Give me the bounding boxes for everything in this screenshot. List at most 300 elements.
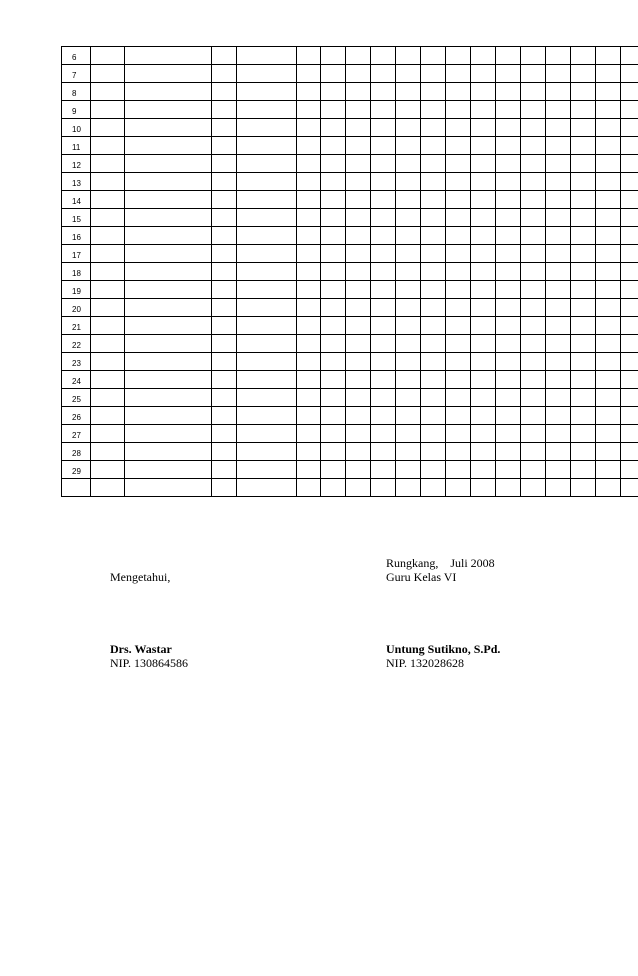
table-cell	[496, 173, 521, 191]
table-cell	[297, 65, 321, 83]
table-cell	[91, 461, 125, 479]
table-cell	[596, 173, 621, 191]
table-cell	[396, 335, 421, 353]
table-cell	[521, 245, 546, 263]
table-cell	[212, 425, 237, 443]
table-cell	[125, 245, 212, 263]
table-cell	[496, 443, 521, 461]
table-cell	[471, 191, 496, 209]
table-cell	[571, 83, 596, 101]
table-cell	[396, 407, 421, 425]
table-cell	[521, 83, 546, 101]
table-cell	[596, 353, 621, 371]
table-cell	[346, 281, 371, 299]
row-number-cell: 15	[62, 209, 91, 227]
row-number-cell: 6	[62, 47, 91, 65]
table-cell	[521, 407, 546, 425]
table-cell	[396, 245, 421, 263]
table-cell	[596, 245, 621, 263]
table-cell	[346, 119, 371, 137]
table-cell	[237, 479, 297, 497]
table-cell	[371, 371, 396, 389]
table-cell	[321, 245, 346, 263]
table-cell	[346, 47, 371, 65]
table-cell	[346, 245, 371, 263]
table-cell	[321, 173, 346, 191]
table-cell	[546, 65, 571, 83]
table-cell	[91, 173, 125, 191]
table-cell	[546, 425, 571, 443]
table-cell	[212, 317, 237, 335]
table-cell	[571, 101, 596, 119]
table-cell	[212, 47, 237, 65]
table-cell	[212, 245, 237, 263]
table-cell	[446, 317, 471, 335]
table-cell	[521, 65, 546, 83]
table-cell	[125, 443, 212, 461]
table-row	[62, 227, 638, 245]
table-cell	[321, 335, 346, 353]
table-cell	[521, 479, 546, 497]
table-cell	[91, 371, 125, 389]
table-cell	[621, 407, 638, 425]
table-cell	[321, 461, 346, 479]
table-cell	[321, 281, 346, 299]
table-cell	[446, 47, 471, 65]
table-cell	[521, 353, 546, 371]
table-cell	[421, 209, 446, 227]
table-cell	[421, 425, 446, 443]
table-cell	[297, 209, 321, 227]
table-cell	[421, 227, 446, 245]
table-cell	[546, 353, 571, 371]
table-cell	[91, 335, 125, 353]
headmaster-nip: NIP. 130864586	[110, 656, 189, 670]
table-cell	[546, 173, 571, 191]
table-cell	[421, 263, 446, 281]
table-cell	[421, 317, 446, 335]
table-cell	[471, 353, 496, 371]
table-cell	[621, 119, 638, 137]
table-row	[62, 317, 638, 335]
table-cell	[212, 155, 237, 173]
table-cell	[546, 119, 571, 137]
table-cell	[521, 191, 546, 209]
table-cell	[371, 65, 396, 83]
table-cell	[237, 83, 297, 101]
table-cell	[297, 173, 321, 191]
table-cell	[321, 263, 346, 281]
table-cell	[237, 371, 297, 389]
table-cell	[621, 299, 638, 317]
row-number-cell: 28	[62, 443, 91, 461]
table-cell	[421, 173, 446, 191]
table-cell	[346, 191, 371, 209]
table-cell	[596, 317, 621, 335]
table-cell	[371, 209, 396, 227]
table-cell	[321, 317, 346, 335]
table-cell	[346, 407, 371, 425]
table-cell	[91, 47, 125, 65]
table-cell	[125, 371, 212, 389]
table-cell	[237, 281, 297, 299]
table-cell	[596, 191, 621, 209]
table-cell	[546, 191, 571, 209]
table-cell	[237, 425, 297, 443]
table-cell	[125, 335, 212, 353]
table-cell	[371, 155, 396, 173]
table-cell	[521, 155, 546, 173]
table-cell	[297, 335, 321, 353]
table-cell	[446, 83, 471, 101]
table-cell	[446, 281, 471, 299]
table-cell	[446, 335, 471, 353]
table-cell	[621, 317, 638, 335]
table-cell	[212, 479, 237, 497]
table-cell	[521, 461, 546, 479]
table-cell	[371, 245, 396, 263]
row-number-cell: 11	[62, 137, 91, 155]
table-cell	[321, 389, 346, 407]
table-cell	[546, 83, 571, 101]
table-cell	[237, 317, 297, 335]
table-cell	[471, 65, 496, 83]
table-cell	[396, 119, 421, 137]
table-cell	[212, 101, 237, 119]
table-cell	[571, 119, 596, 137]
table-cell	[321, 83, 346, 101]
table-cell	[421, 101, 446, 119]
table-cell	[237, 443, 297, 461]
table-cell	[421, 137, 446, 155]
table-cell	[471, 335, 496, 353]
row-number-cell: 7	[62, 65, 91, 83]
table-cell	[621, 47, 638, 65]
table-cell	[546, 245, 571, 263]
table-cell	[125, 191, 212, 209]
table-cell	[521, 281, 546, 299]
table-cell	[125, 47, 212, 65]
table-cell	[546, 389, 571, 407]
table-row	[62, 83, 638, 101]
table-cell	[321, 119, 346, 137]
table-cell	[521, 137, 546, 155]
table-cell	[371, 191, 396, 209]
table-row	[62, 425, 638, 443]
table-cell	[446, 191, 471, 209]
table-cell	[125, 209, 212, 227]
table-cell	[125, 389, 212, 407]
table-cell	[91, 299, 125, 317]
table-cell	[621, 389, 638, 407]
table-cell	[396, 47, 421, 65]
table-cell	[91, 101, 125, 119]
table-cell	[212, 83, 237, 101]
place-date: Rungkang, Juli 2008	[386, 556, 495, 570]
table-cell	[346, 425, 371, 443]
table-row	[62, 389, 638, 407]
table-cell	[237, 191, 297, 209]
table-cell	[396, 101, 421, 119]
table-cell	[297, 371, 321, 389]
table-cell	[91, 191, 125, 209]
row-number-cell: 29	[62, 461, 91, 479]
table-cell	[621, 479, 638, 497]
table-cell	[496, 425, 521, 443]
table-cell	[596, 101, 621, 119]
table-cell	[212, 227, 237, 245]
table-cell	[91, 245, 125, 263]
table-cell	[346, 227, 371, 245]
table-cell	[521, 299, 546, 317]
table-cell	[297, 407, 321, 425]
table-cell	[297, 101, 321, 119]
table-cell	[321, 209, 346, 227]
table-cell	[446, 299, 471, 317]
headmaster-name: Drs. Wastar	[110, 642, 172, 656]
table-cell	[321, 407, 346, 425]
table-cell	[571, 65, 596, 83]
table-cell	[125, 317, 212, 335]
table-cell	[496, 155, 521, 173]
table-cell	[521, 443, 546, 461]
table-cell	[297, 443, 321, 461]
table-cell	[571, 191, 596, 209]
table-cell	[91, 317, 125, 335]
table-cell	[421, 461, 446, 479]
table-cell	[571, 209, 596, 227]
table-cell	[91, 443, 125, 461]
row-number-cell: 16	[62, 227, 91, 245]
table-cell	[446, 65, 471, 83]
table-cell	[297, 353, 321, 371]
table-cell	[446, 443, 471, 461]
table-cell	[496, 263, 521, 281]
table-cell	[421, 479, 446, 497]
table-cell	[297, 317, 321, 335]
table-cell	[421, 299, 446, 317]
table-cell	[571, 299, 596, 317]
table-cell	[346, 209, 371, 227]
table-cell	[346, 461, 371, 479]
table-cell	[596, 155, 621, 173]
table-cell	[496, 389, 521, 407]
table-cell	[212, 191, 237, 209]
table-cell	[446, 137, 471, 155]
table-cell	[91, 83, 125, 101]
table-cell	[346, 137, 371, 155]
table-cell	[91, 119, 125, 137]
table-cell	[91, 155, 125, 173]
table-row	[62, 155, 638, 173]
table-cell	[521, 209, 546, 227]
table-cell	[346, 317, 371, 335]
table-row	[62, 47, 638, 65]
table-cell	[521, 425, 546, 443]
table-cell	[297, 47, 321, 65]
table-cell	[571, 245, 596, 263]
table-cell	[125, 281, 212, 299]
table-cell	[125, 407, 212, 425]
table-cell	[91, 389, 125, 407]
table-cell	[297, 299, 321, 317]
table-cell	[297, 155, 321, 173]
table-cell	[471, 155, 496, 173]
table-cell	[471, 209, 496, 227]
table-cell	[446, 407, 471, 425]
row-number-cell: 27	[62, 425, 91, 443]
table-cell	[596, 281, 621, 299]
table-cell	[471, 371, 496, 389]
table-cell	[297, 425, 321, 443]
table-cell	[212, 371, 237, 389]
table-cell	[546, 47, 571, 65]
row-number-cell: 20	[62, 299, 91, 317]
table-cell	[571, 47, 596, 65]
table-cell	[596, 83, 621, 101]
table-cell	[421, 353, 446, 371]
table-cell	[396, 425, 421, 443]
acknowledge-label: Mengetahui,	[110, 570, 171, 584]
table-cell	[125, 353, 212, 371]
table-cell	[421, 245, 446, 263]
table-cell	[496, 353, 521, 371]
table-cell	[621, 101, 638, 119]
table-cell	[91, 263, 125, 281]
table-cell	[571, 461, 596, 479]
table-cell	[396, 317, 421, 335]
table-cell	[446, 227, 471, 245]
table-cell	[571, 479, 596, 497]
table-cell	[346, 389, 371, 407]
table-row	[62, 353, 638, 371]
table-cell	[396, 191, 421, 209]
table-cell	[371, 353, 396, 371]
row-number-cell: 22	[62, 335, 91, 353]
table-row	[62, 209, 638, 227]
table-cell	[125, 119, 212, 137]
table-cell	[596, 209, 621, 227]
row-number-cell: 8	[62, 83, 91, 101]
teacher-role: Guru Kelas VI	[386, 570, 457, 584]
table-cell	[396, 371, 421, 389]
table-cell	[546, 317, 571, 335]
table-row	[62, 191, 638, 209]
table-cell	[596, 371, 621, 389]
table-cell	[91, 353, 125, 371]
table-cell	[596, 65, 621, 83]
table-cell	[421, 119, 446, 137]
table-cell	[621, 281, 638, 299]
table-cell	[621, 245, 638, 263]
table-cell	[346, 371, 371, 389]
table-cell	[546, 407, 571, 425]
table-cell	[546, 371, 571, 389]
table-cell	[596, 335, 621, 353]
table-cell	[371, 83, 396, 101]
table-row	[62, 101, 638, 119]
table-cell	[421, 407, 446, 425]
table-cell	[621, 209, 638, 227]
table-cell	[91, 425, 125, 443]
table-cell	[496, 227, 521, 245]
table-cell	[496, 461, 521, 479]
table-cell	[571, 443, 596, 461]
table-cell	[496, 65, 521, 83]
table-cell	[471, 317, 496, 335]
table-cell	[237, 245, 297, 263]
table-cell	[91, 65, 125, 83]
table-cell	[571, 407, 596, 425]
table-row	[62, 65, 638, 83]
table-cell	[471, 299, 496, 317]
table-cell	[471, 389, 496, 407]
table-row	[62, 137, 638, 155]
table-cell	[212, 65, 237, 83]
table-cell	[496, 209, 521, 227]
table-cell	[346, 479, 371, 497]
table-cell	[321, 371, 346, 389]
table-cell	[421, 155, 446, 173]
table-cell	[237, 209, 297, 227]
table-cell	[446, 371, 471, 389]
table-cell	[446, 425, 471, 443]
table-cell	[496, 479, 521, 497]
table-cell	[471, 461, 496, 479]
table-cell	[596, 407, 621, 425]
table-cell	[297, 479, 321, 497]
row-number-cell: 10	[62, 119, 91, 137]
row-number-cell: 19	[62, 281, 91, 299]
table-cell	[471, 119, 496, 137]
table-cell	[125, 173, 212, 191]
table-cell	[546, 137, 571, 155]
table-cell	[91, 209, 125, 227]
table-cell	[471, 425, 496, 443]
table-cell	[396, 389, 421, 407]
table-cell	[396, 83, 421, 101]
table-cell	[471, 227, 496, 245]
table-cell	[371, 173, 396, 191]
teacher-name: Untung Sutikno, S.Pd.	[386, 642, 501, 656]
table-cell	[297, 137, 321, 155]
row-number-cell: 17	[62, 245, 91, 263]
table-row	[62, 407, 638, 425]
table-cell	[346, 263, 371, 281]
table-cell	[621, 353, 638, 371]
table-cell	[125, 227, 212, 245]
table-cell	[621, 263, 638, 281]
table-cell	[571, 173, 596, 191]
table-cell	[571, 281, 596, 299]
table-cell	[371, 101, 396, 119]
table-cell	[237, 101, 297, 119]
table-cell	[421, 281, 446, 299]
table-row	[62, 245, 638, 263]
table-cell	[212, 335, 237, 353]
table-cell	[212, 119, 237, 137]
table-cell	[91, 281, 125, 299]
table-cell	[212, 137, 237, 155]
table-cell	[521, 263, 546, 281]
table-cell	[496, 83, 521, 101]
table-cell	[237, 227, 297, 245]
table-cell	[396, 155, 421, 173]
table-cell	[125, 299, 212, 317]
table-cell	[371, 407, 396, 425]
table-cell	[571, 263, 596, 281]
table-cell	[446, 389, 471, 407]
